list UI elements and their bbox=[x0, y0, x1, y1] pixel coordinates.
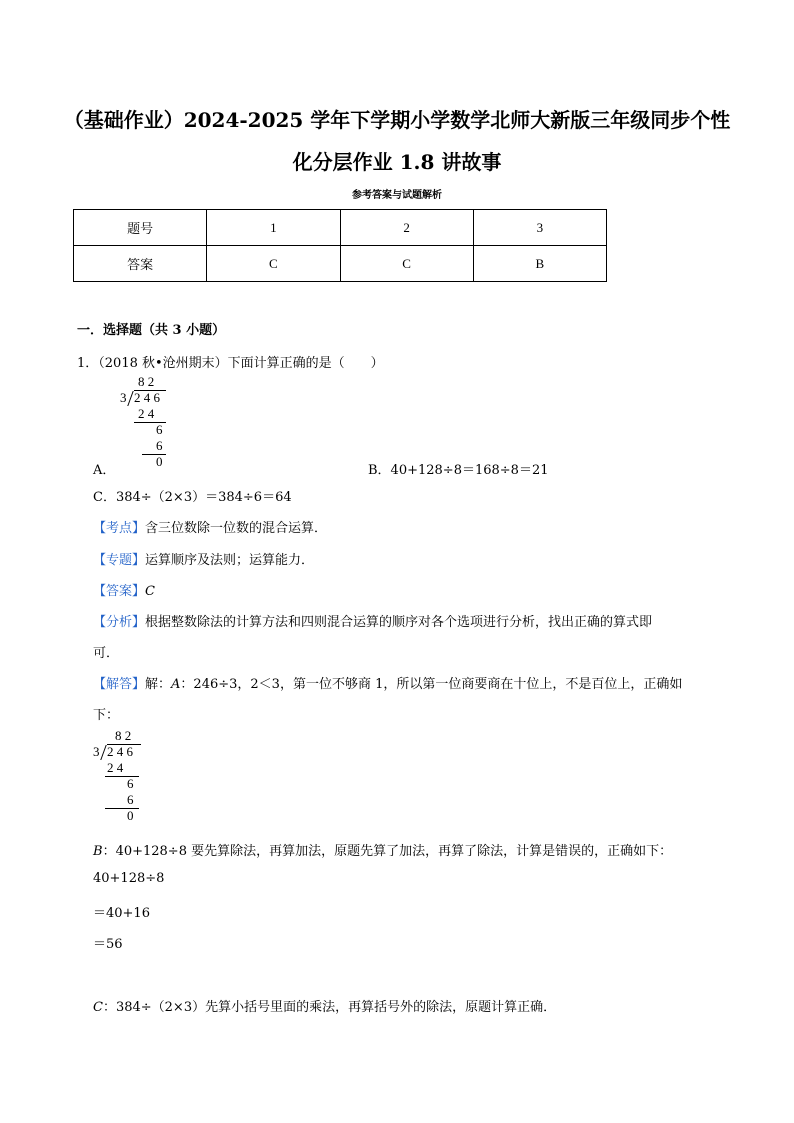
division-step: 2 4 bbox=[107, 760, 124, 775]
division-line bbox=[105, 808, 139, 809]
b-label: B bbox=[93, 844, 103, 859]
long-division-solution bbox=[93, 728, 153, 824]
c-explanation bbox=[93, 996, 556, 1015]
question-stem: 1．（2018 秋•沧州期末）下面计算正确的是（ ） bbox=[77, 356, 384, 371]
division-remainder: 0 bbox=[127, 808, 134, 823]
zhuanti-tag: 【专题】 bbox=[93, 553, 146, 568]
table-cell: C bbox=[340, 246, 473, 282]
long-division-option-a bbox=[120, 374, 180, 470]
zhuanti-line bbox=[93, 549, 314, 568]
doc-title-line2: 化分层作业 1.8 讲故事 bbox=[292, 150, 502, 174]
fenxi-text-1: 根据整数除法的计算方法和四则混合运算的顺序对各个选项进行分析，找出正确的算式即 bbox=[145, 615, 653, 630]
division-step: 6 bbox=[127, 792, 134, 807]
table-cell: 2 bbox=[340, 210, 473, 246]
division-quotient: 8 2 bbox=[138, 374, 155, 389]
fenxi-line bbox=[93, 611, 652, 630]
jieda-text-1: 解： bbox=[145, 677, 172, 692]
division-dividend: 2 4 6 bbox=[107, 744, 133, 759]
division-quotient: 8 2 bbox=[115, 728, 132, 743]
division-step: 6 bbox=[127, 776, 134, 791]
table-cell: 1 bbox=[207, 210, 340, 246]
c-label: C bbox=[93, 1000, 103, 1015]
table-cell: 答案 bbox=[74, 246, 207, 282]
jieda-line bbox=[93, 673, 682, 692]
division-remainder: 0 bbox=[156, 454, 163, 469]
division-step: 6 bbox=[156, 422, 163, 437]
division-step: 2 4 bbox=[138, 406, 155, 421]
table-cell: 题号 bbox=[74, 210, 207, 246]
option-c: C．384÷（2×3）＝384÷6＝64 bbox=[93, 490, 292, 505]
division-bracket bbox=[127, 391, 133, 406]
b-text: ：40+128÷8 要先算除法，再算加法，原题先算了加法，再算了除法，计算是错误的，正确如下： bbox=[102, 844, 673, 859]
table-row bbox=[74, 246, 607, 282]
c-text: ：384÷（2×3）先算小括号里面的乘法，再算括号外的除法，原题计算正确． bbox=[102, 1000, 557, 1015]
division-bracket bbox=[100, 745, 106, 760]
table-cell: 3 bbox=[473, 210, 606, 246]
doc-title-line1: （基础作业）2024-2025 学年下学期小学数学北师大新版三年级同步个性 bbox=[63, 108, 731, 132]
jieda-tag: 【解答】 bbox=[93, 677, 146, 692]
division-dividend: 2 4 6 bbox=[134, 390, 160, 405]
b-step-1: 40+128÷8 bbox=[93, 871, 165, 886]
division-divisor: 3 bbox=[120, 390, 127, 405]
section-title: 一．选择题（共 3 小题） bbox=[77, 323, 226, 338]
answer-table bbox=[73, 209, 607, 282]
jieda-text-2: 下： bbox=[93, 708, 120, 723]
daan-text: C bbox=[145, 584, 155, 599]
b-explanation bbox=[93, 840, 672, 859]
kaodian-line bbox=[93, 517, 327, 536]
table-cell: B bbox=[473, 246, 606, 282]
b-step-2: ＝40+16 bbox=[93, 906, 150, 921]
kaodian-text: 含三位数除一位数的混合运算． bbox=[145, 521, 328, 536]
division-divisor: 3 bbox=[93, 744, 100, 759]
table-cell: C bbox=[207, 246, 340, 282]
jieda-text-1b: ：246÷3，2＜3，第一位不够商 1，所以第一位商要商在十位上，不是百位上，正确如 bbox=[180, 677, 683, 692]
kaodian-tag: 【考点】 bbox=[93, 521, 146, 536]
jieda-label-a: A bbox=[171, 677, 181, 692]
fenxi-tag: 【分析】 bbox=[93, 615, 146, 630]
daan-line bbox=[93, 580, 155, 599]
doc-subtitle: 参考答案与试题解析 bbox=[352, 190, 442, 201]
b-step-3: ＝56 bbox=[93, 937, 123, 952]
table-row bbox=[74, 210, 607, 246]
daan-tag: 【答案】 bbox=[93, 584, 146, 599]
option-a-label: A． bbox=[93, 463, 116, 478]
division-step: 6 bbox=[156, 438, 163, 453]
option-b: B．40+128÷8＝168÷8＝21 bbox=[368, 463, 549, 478]
zhuanti-text: 运算顺序及法则；运算能力． bbox=[145, 553, 315, 568]
fenxi-text-2: 可． bbox=[93, 646, 120, 661]
